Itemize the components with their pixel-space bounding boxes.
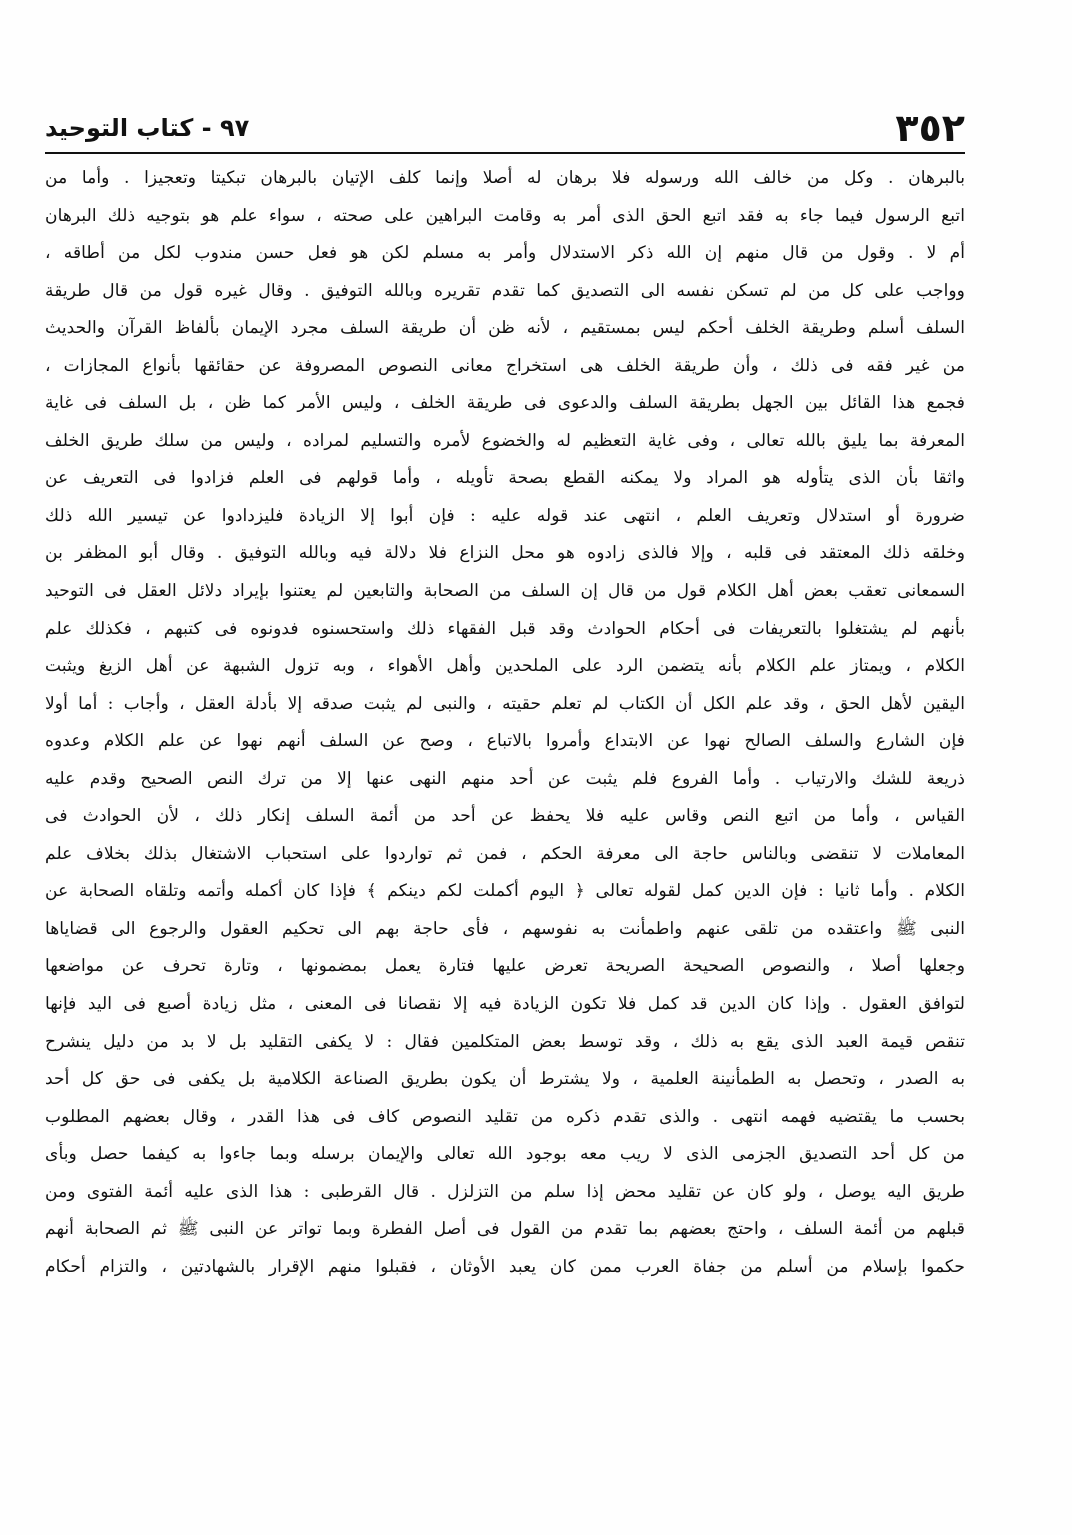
text-line: بأنهم لم يشتغلوا بالتعريفات فى أحكام الحوادث وقد قبل الفقهاء ذلك واستحسنوه فدونوه فى كتبهم ، فكذلك علم [45,618,965,639]
text-line: أم لا . وقول من قال منهم إن الله ذكر الاستدلال وأمر به مسلم لكن هو فعل حسن مندوب لكل من أطاقه ، [45,243,965,264]
header-rule [45,152,965,154]
text-line: السلف أسلم وطريقة الخلف أحكم ليس بمستقيم ، لأنه ظن أن طريقة السلف مجرد الإيمان بألفاظ القرآن والحديث [45,318,965,339]
text-line: الكلام ، ويمتاز علم الكلام بأنه يتضمن الرد على الملحدين وأهل الأهواء ، وبه تزول الشبهة عن أهل الزيغ ويثبت [45,656,965,677]
text-line: لتوافق العقول . وإذا كان الدين قد كمل فلا تكون الزيادة فيه إلا نقصانا فى المعنى ، مثل زيادة أصبع فى اليد فإنها [45,994,965,1015]
text-line: بالبرهان . وكل من خالف الله ورسوله فلا برهان له أصلا وإنما كلف الإتيان بالبرهان تبكيتا وتعجيزا . وأما من [45,168,965,188]
page-header [45,104,965,152]
page-number: ٣٥٢ [895,106,965,150]
text-line: ضرورة أو استدلال وتعريف العلم ، انتهى عند قوله عليه : فإن أبوا إلا الزيادة فليزدادوا عن تيسير الله ذلك [45,505,965,526]
text-line: تنقص قيمة العبد الذى يقع به ذلك ، وقد توسط بعض المتكلمين فقال : لا يكفى التقليد بل لا بد من دليل ينشرح [45,1031,965,1052]
text-line: ذريعة للشك والارتياب . وأما الفروع فلم يثبت عن أحد منهم النهى عنها إلا من ترك النص الصحيح وقدم عليه [45,768,965,789]
text-line: اليقين لأهل الحق ، وقد علم الكل أن الكتاب لم تعلم حقيته ، والنبى لم يثبت صدقه إلا بأدلة العقل ، وأجاب : أما أولا [45,693,965,714]
text-line: بحسب ما يقتضيه فهمه انتهى . والذى تقدم ذكره من تقليد النصوص كاف فى هذا القدر ، وقال بعضهم المطلوب [45,1106,965,1127]
text-line: وجعلها أصلا ، والنصوص الصحيحة الصريحة تعرض عليها فتارة يعمل بمضمونها ، وتارة تحرف عن مواضعها [45,956,965,977]
text-line: من غير فقه فى ذلك ، وأن طريقة الخلف هى استخراج معانى النصوص المصروفة عن حقائقها بأنواع المجازات ، [45,355,965,376]
running-head: ٩٧ - كتاب التوحيد [45,114,250,142]
body-text [45,160,965,1286]
text-line: القياس ، وأما من اتبع النص وقاس عليه فلا يحفظ عن أحد من أئمة السلف إنكار ذلك ، لأن الحوادث فى [45,806,965,827]
text-line: قبلهم من أئمة السلف ، واحتج بعضهم بما تقدم من القول فى أصل الفطرة وبما تواتر عن النبى ﷺ ثم الصحابة أنهم [45,1219,965,1240]
text-line: طريق اليه يوصل ، ولو كان عن تقليد محض إذا سلم من التزلزل . قال القرطبى : هذا الذى عليه أئمة الفتوى ومن [45,1181,965,1202]
text-line: النبى ﷺ واعتقده من تلقى عنهم واطمأنت به نفوسهم ، فأى حاجة بهم الى تحكيم العقول والرجوع الى قضاياها [45,918,965,939]
text-line: فإن الشارع والسلف الصالح نهوا عن الابتداع وأمروا بالاتباع ، وصح عن السلف أنهم نهوا عن علم الكلام وعدوه [45,731,965,752]
text-line: المعرفة بما يليق بالله تعالى ، وفى غاية التعظيم له والخضوع لأمره والتسليم لمراده ، وليس من سلك طريق الخلف [45,430,965,451]
text-line: الكلام . وأما ثانيا : فإن الدين كمل لقوله تعالى ﴿ اليوم أكملت لكم دينكم ﴾ فإذا كان أكمله وأتمه وتلقاه الصحابة عن [45,881,965,902]
text-line: فجمع هذا القائل بين الجهل بطريقة السلف والدعوى فى طريقة الخلف ، وليس الأمر كما ظن ، بل السلف فى غاية [45,393,965,414]
text-line: السمعانى تعقب بعض أهل الكلام قول من قال إن السلف من الصحابة والتابعين لم يعتنوا بإيراد دلائل العقل فى التوحيد [45,581,965,602]
text-line: وخلقه ذلك المعتقد فى قلبه ، وإلا فالذى زادوه هو محل النزاع فلا دلالة فيه وبالله التوفيق . وقال أبو المظفر بن [45,543,965,564]
text-line: من كل أحد التصديق الجزمى الذى لا ريب معه بوجود الله تعالى والإيمان برسله وبما جاءوا به كيفما حصل وبأى [45,1144,965,1165]
text-line: اتبع الرسول فيما جاء به فقد اتبع الحق الذى أمر به وقامت البراهين على صحته ، سواء علم هو بتوجيه ذلك البرهان [45,205,965,226]
text-line: وواجب على كل من لم تسكن نفسه الى التصديق كما تقدم تقريره وبالله التوفيق . وقال غيره قول من قال طريقة [45,280,965,301]
text-line: واثقا بأن الذى يتأوله هو المراد ولا يمكنه القطع بصحة تأويله ، وأما قولهم فى العلم فزادوا فى التعريف عن [45,468,965,489]
text-line: به الصدر ، وتحصل به الطمأنينة العلمية ، ولا يشترط أن يكون بطريق الصناعة الكلامية بل يكفى فى حق كل أحد [45,1069,965,1090]
text-line: حكموا بإسلام من أسلم من جفاة العرب ممن كان يعبد الأوثان ، فقبلوا منهم الإقرار بالشهادتين ، والتزام أحكام [45,1256,965,1277]
text-line: المعاملات لا تنقضى وبالناس حاجة الى معرفة الحكم ، فمن ثم تواردوا على استحباب الاشتغال بذلك بخلاف علم [45,843,965,864]
